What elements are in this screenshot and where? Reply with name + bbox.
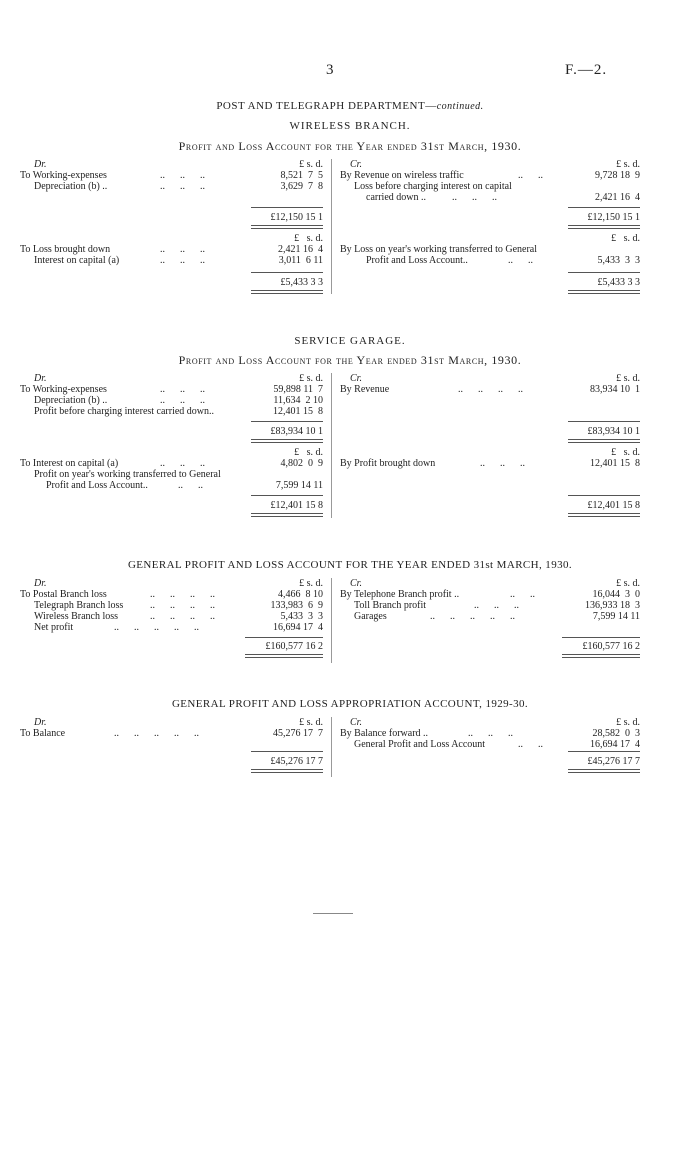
total-double-rule bbox=[568, 769, 640, 773]
currency-header: £ s. d. bbox=[294, 233, 323, 244]
sum-rule bbox=[251, 272, 323, 273]
department-title bbox=[0, 100, 700, 112]
dr-total: £83,934 10 1 bbox=[270, 426, 323, 437]
total-double-rule bbox=[251, 290, 323, 294]
currency-header: £ s. d. bbox=[616, 717, 640, 728]
currency-header: £ s. d. bbox=[299, 578, 323, 589]
general-pl-dr-column bbox=[20, 578, 323, 652]
currency-header: £ s. d. bbox=[294, 447, 323, 458]
sum-rule bbox=[568, 495, 640, 496]
total-double-rule bbox=[245, 654, 323, 658]
ledger-row: To Balance .. .. .. .. .. 45,276 17 7 bbox=[20, 728, 323, 739]
total-double-rule bbox=[251, 513, 323, 517]
garage-section-title: SERVICE GARAGE. bbox=[294, 335, 406, 347]
general-pl-account bbox=[0, 578, 700, 663]
ledger-row: Telegraph Branch loss .. .. .. .. 133,983 6 9 bbox=[34, 600, 323, 611]
cr-label: Cr. bbox=[350, 578, 362, 589]
ledger-row: To Working-expenses .. .. .. 8,521 7 5 bbox=[20, 170, 323, 181]
dr-label: Dr. bbox=[34, 717, 47, 728]
ledger-row: By Balance forward .. .. .. .. 28,582 0 3 bbox=[340, 728, 640, 739]
cr-total: £5,433 3 3 bbox=[597, 277, 640, 288]
ledger-row: Profit on year's working transferred to General bbox=[34, 469, 221, 480]
end-of-section-mark bbox=[313, 913, 353, 914]
wireless-cr-column bbox=[340, 159, 640, 288]
cr-total: £12,401 15 8 bbox=[587, 500, 640, 511]
currency-header: £ s. d. bbox=[616, 373, 640, 384]
sum-rule bbox=[568, 421, 640, 422]
sum-rule bbox=[568, 751, 640, 752]
currency-header: £ s. d. bbox=[299, 717, 323, 728]
dr-label: Dr. bbox=[34, 159, 47, 170]
sum-rule bbox=[568, 272, 640, 273]
ledger-row: Profit before charging interest carried down.. 12,401 15 8 bbox=[34, 406, 323, 417]
wireless-account bbox=[0, 159, 700, 294]
ledger-row: Loss before charging interest on capital bbox=[354, 181, 512, 192]
ledger-row: General Profit and Loss Account .. .. 16,694 17 4 bbox=[354, 739, 640, 750]
currency-header: £ s. d. bbox=[299, 373, 323, 384]
total-double-rule bbox=[568, 439, 640, 443]
continued-note: continued. bbox=[436, 101, 484, 112]
wireless-dr-column bbox=[20, 159, 323, 288]
cr-label: Cr. bbox=[350, 717, 362, 728]
total-double-rule bbox=[251, 225, 323, 229]
appropriation-dr-column bbox=[20, 717, 323, 767]
sum-rule bbox=[562, 637, 640, 638]
page-number: 3 bbox=[326, 62, 334, 78]
dr-label: Dr. bbox=[34, 373, 47, 384]
currency-header: £ s. d. bbox=[299, 159, 323, 170]
appropriation-title: GENERAL PROFIT AND LOSS APPROPRIATION ACCOUNT, 1929-30. bbox=[171, 698, 529, 710]
dr-total: £45,276 17 7 bbox=[270, 756, 323, 767]
ledger-row: Profit and Loss Account.. .. .. 7,599 14 11 bbox=[46, 480, 323, 491]
sum-rule bbox=[245, 637, 323, 638]
ledger-row: Garages .. .. .. .. .. 7,599 14 11 bbox=[354, 611, 640, 622]
appropriation-account bbox=[0, 717, 700, 777]
sum-rule bbox=[251, 495, 323, 496]
currency-header: £ s. d. bbox=[616, 578, 640, 589]
cr-total: £12,150 15 1 bbox=[587, 212, 640, 223]
total-double-rule bbox=[568, 290, 640, 294]
sum-rule bbox=[251, 207, 323, 208]
ledger-row: By Loss on year's working transferred to General bbox=[340, 244, 538, 255]
general-pl-cr-column bbox=[340, 578, 640, 652]
ledger-row: By Profit brought down .. .. .. 12,401 15 8 bbox=[340, 458, 640, 469]
dr-label: Dr. bbox=[34, 578, 47, 589]
currency-header: £ s. d. bbox=[616, 159, 640, 170]
total-double-rule bbox=[562, 654, 640, 658]
ledger-row: Net profit .. .. .. .. .. 16,694 17 4 bbox=[34, 622, 323, 633]
total-double-rule bbox=[568, 513, 640, 517]
column-divider bbox=[331, 159, 332, 294]
total-double-rule bbox=[251, 769, 323, 773]
sum-rule bbox=[251, 421, 323, 422]
column-divider bbox=[331, 373, 332, 518]
dr-total: £5,433 3 3 bbox=[280, 277, 323, 288]
dr-total: £160,577 16 2 bbox=[265, 641, 323, 652]
wireless-account-title: Profit and Loss Account for the Year ended 31st March, 1930. bbox=[178, 139, 522, 153]
page-reference: F.—2. bbox=[565, 62, 608, 78]
garage-cr-column bbox=[340, 373, 640, 511]
sum-rule bbox=[568, 207, 640, 208]
garage-account-title: Profit and Loss Account for the Year ended 31st March, 1930. bbox=[178, 353, 522, 367]
ledger-row: To Interest on capital (a) .. .. .. 4,802 0 9 bbox=[20, 458, 323, 469]
column-divider bbox=[331, 717, 332, 777]
appropriation-cr-column bbox=[340, 717, 640, 767]
total-double-rule bbox=[568, 225, 640, 229]
ledger-row: Toll Branch profit .. .. .. 136,933 18 3 bbox=[354, 600, 640, 611]
ledger-row: To Postal Branch loss .. .. .. .. 4,466 8 10 bbox=[20, 589, 323, 600]
cr-total: £45,276 17 7 bbox=[587, 756, 640, 767]
currency-header: £ s. d. bbox=[611, 447, 640, 458]
ledger-row: Profit and Loss Account.. .. .. 5,433 3 3 bbox=[366, 255, 640, 266]
garage-account bbox=[0, 373, 700, 518]
dr-total: £12,401 15 8 bbox=[270, 500, 323, 511]
dr-total: £12,150 15 1 bbox=[270, 212, 323, 223]
currency-header: £ s. d. bbox=[611, 233, 640, 244]
department-name: POST AND TELEGRAPH DEPARTMENT— bbox=[216, 100, 437, 112]
ledger-row: carried down .. .. .. .. 2,421 16 4 bbox=[366, 192, 640, 203]
total-double-rule bbox=[251, 439, 323, 443]
column-divider bbox=[331, 578, 332, 663]
ledger-row: To Working-expenses .. .. .. 59,898 11 7 bbox=[20, 384, 323, 395]
cr-label: Cr. bbox=[350, 373, 362, 384]
wireless-section-title: WIRELESS BRANCH. bbox=[289, 120, 411, 132]
cr-total: £83,934 10 1 bbox=[587, 426, 640, 437]
garage-dr-column bbox=[20, 373, 323, 511]
ledger-row: To Loss brought down .. .. .. 2,421 16 4 bbox=[20, 244, 323, 255]
ledger-row: By Revenue .. .. .. .. 83,934 10 1 bbox=[340, 384, 640, 395]
cr-total: £160,577 16 2 bbox=[582, 641, 640, 652]
ledger-row: Depreciation (b) .. .. .. .. 3,629 7 8 bbox=[34, 181, 323, 192]
ledger-row: Wireless Branch loss .. .. .. .. 5,433 3 3 bbox=[34, 611, 323, 622]
sum-rule bbox=[251, 751, 323, 752]
ledger-row: By Revenue on wireless traffic .. .. 9,728 18 9 bbox=[340, 170, 640, 181]
cr-label: Cr. bbox=[350, 159, 362, 170]
general-pl-title: GENERAL PROFIT AND LOSS ACCOUNT FOR THE YEAR ENDED 31st MARCH, 1930. bbox=[127, 559, 573, 571]
ledger-row: Depreciation (b) .. .. .. .. 11,634 2 10 bbox=[34, 395, 323, 406]
ledger-row: Interest on capital (a) .. .. .. 3,011 6 11 bbox=[34, 255, 323, 266]
ledger-row: By Telephone Branch profit .. .. .. 16,044 3 0 bbox=[340, 589, 640, 600]
